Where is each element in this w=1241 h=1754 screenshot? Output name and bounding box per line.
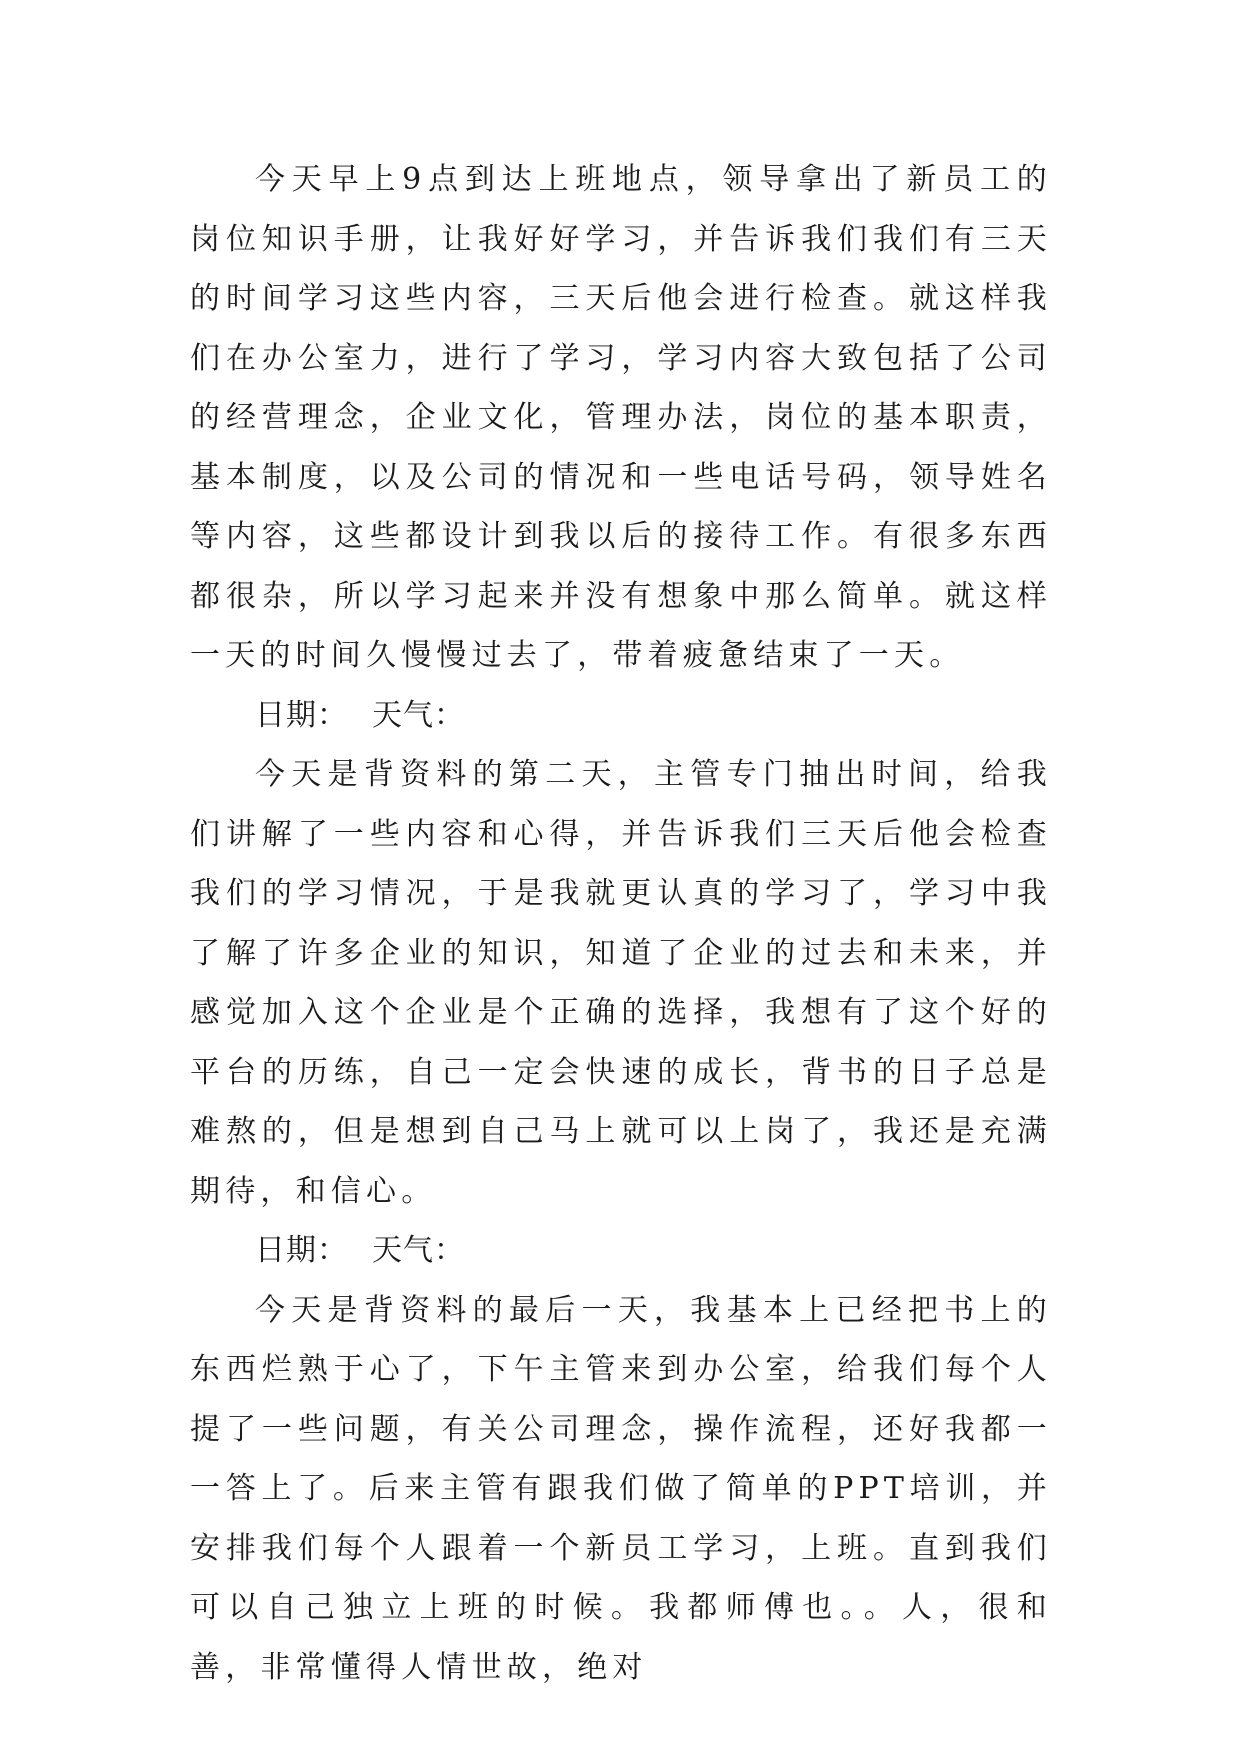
- document-body: [190, 150, 1052, 1697]
- date-label: 日期：: [255, 697, 348, 733]
- paragraph-day-two: 今天是背资料的第二天，主管专门抽出时间，给我们讲解了一些内容和心得，并告诉我们三天后他会检查我们的学习情况，于是我就更认真的学习了，学习中我了解了许多企业的知识，知道了企业的过去和未来，并感觉加入这个企业是个正确的选择，我想有了这个好的平台的历练，自己一定会快速的成长，背书的日子总是难熬的，但是想到自己马上就可以上岗了，我还是充满期待，和信心。: [190, 757, 1052, 1209]
- paragraph-day-one: 今天早上9点到达上班地点，领导拿出了新员工的岗位知识手册，让我好好学习，并告诉我们我们有三天的时间学习这些内容，三天后他会进行检查。就这样我们在办公室力，进行了学习，学习内容大致包括了公司的经营理念，企业文化，管理办法，岗位的基本职责，基本制度，以及公司的情况和一些电话号码，领导姓名等内容，这些都设计到我以后的接待工作。有很多东西都很杂，所以学习起来并没有想象中那么简单。就这样一天的时间久慢慢过去了，带着疲惫结束了一天。: [190, 162, 1052, 673]
- date-weather-line: [190, 1221, 1052, 1281]
- date-label: 日期：: [255, 1233, 348, 1268]
- weather-label: 天气：: [372, 1233, 465, 1268]
- date-weather-line: [190, 686, 1052, 746]
- paragraph-day-three: 今天是背资料的最后一天，我基本上已经把书上的东西烂熟于心了，下午主管来到办公室，给我们每个人提了一些问题，有关公司理念，操作流程，还好我都一一答上了。后来主管有跟我们做了简单的PPT培训，并安排我们每个人跟着一个新员工学习，上班。直到我们可以自己独立上班的时候。我都师傅也。。人，很和善，非常懂得人情世故，绝对: [190, 1292, 1052, 1685]
- weather-label: 天气：: [372, 697, 465, 733]
